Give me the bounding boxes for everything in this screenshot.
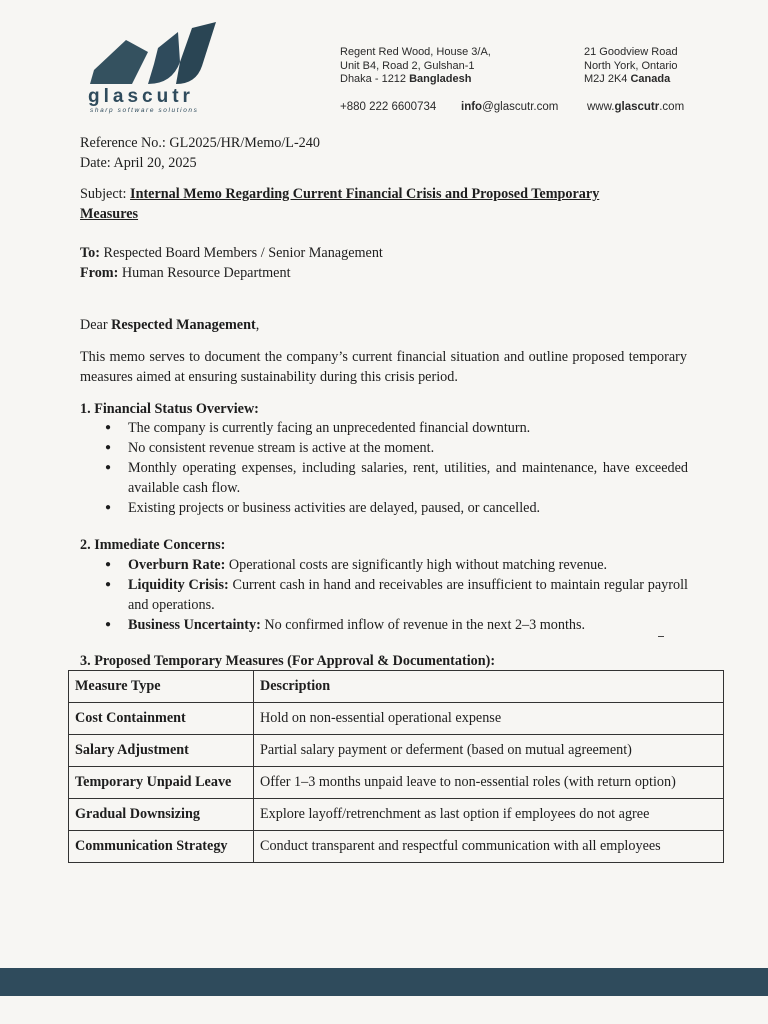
description-cell: Hold on non-essential operational expense [254, 703, 724, 735]
footer-bar [0, 968, 768, 996]
address-bangladesh: Regent Red Wood, House 3/A, Unit B4, Road 2, Gulshan-1 Dhaka - 1212 Bangladesh [340, 46, 491, 85]
website-link[interactable]: www.glascutr.com [587, 101, 685, 113]
company-logo [88, 22, 220, 118]
description-cell: Explore layoff/retrenchment as last option if employees do not agree [254, 799, 724, 831]
subject-line-continued: Measures [80, 206, 139, 222]
table-row [69, 735, 724, 767]
section-proposed-measures-title: 3. Proposed Temporary Measures (For Approval & Documentation): [80, 653, 496, 669]
list-item: ● Liquidity Crisis: Current cash in hand and receivables are insufficient to maintain regular payroll and operations. [100, 575, 688, 615]
email-address[interactable]: info@glascutr.com [461, 101, 559, 113]
intro-paragraph: This memo serves to document the company’s current financial situation and outline proposed temporary measures aimed at ensuring sustainability during this crisis period. [80, 349, 687, 385]
address-canada: 21 Goodview Road North York, Ontario M2J 2K4 Canada [584, 46, 678, 85]
memo-date: Date: April 20, 2025 [80, 155, 197, 171]
measure-type-cell: Cost Containment [69, 703, 254, 735]
immediate-concerns-list [100, 555, 688, 635]
description-cell: Conduct transparent and respectful communication with all employees [254, 831, 724, 863]
list-item: ● No consistent revenue stream is active at the moment. [100, 438, 688, 458]
list-item: ● Overburn Rate: Operational costs are significantly high without matching revenue. [100, 555, 688, 575]
list-item: ● The company is currently facing an unprecedented financial downturn. [100, 418, 688, 438]
description-cell: Offer 1–3 months unpaid leave to non-essential roles (with return option) [254, 767, 724, 799]
section-immediate-concerns-title: 2. Immediate Concerns: [80, 537, 226, 553]
measures-table [68, 670, 724, 863]
to-line: To: Respected Board Members / Senior Management [80, 245, 383, 261]
column-header: Measure Type [69, 671, 254, 703]
measure-type-cell: Gradual Downsizing [69, 799, 254, 831]
financial-status-list [100, 418, 688, 518]
phone-number: +880 222 6600734 [340, 101, 437, 113]
salutation: Dear Respected Management, [80, 317, 260, 333]
list-item: ● Business Uncertainty: No confirmed inflow of revenue in the next 2–3 months. [100, 615, 688, 635]
table-row [69, 703, 724, 735]
table-row [69, 767, 724, 799]
subject-line: Subject: Internal Memo Regarding Current Financial Crisis and Proposed Temporary [80, 186, 600, 202]
table-header-row [69, 671, 724, 703]
measure-type-cell: Salary Adjustment [69, 735, 254, 767]
brand-tagline: sharp software solutions [90, 107, 199, 114]
reference-number: Reference No.: GL2025/HR/Memo/L-240 [80, 135, 320, 151]
brand-name: glascutr [88, 86, 194, 107]
column-header: Description [254, 671, 724, 703]
table-row [69, 831, 724, 863]
description-cell: Partial salary payment or deferment (based on mutual agreement) [254, 735, 724, 767]
measure-type-cell: Communication Strategy [69, 831, 254, 863]
table-row [69, 799, 724, 831]
stray-mark [658, 636, 664, 637]
from-line: From: Human Resource Department [80, 265, 291, 281]
list-item: ● Existing projects or business activities are delayed, paused, or cancelled. [100, 498, 688, 518]
list-item: ● Monthly operating expenses, including salaries, rent, utilities, and maintenance, have exceeded available cash flow. [100, 458, 688, 498]
logo-mark-icon [88, 22, 220, 86]
section-financial-status-title: 1. Financial Status Overview: [80, 401, 259, 417]
measure-type-cell: Temporary Unpaid Leave [69, 767, 254, 799]
